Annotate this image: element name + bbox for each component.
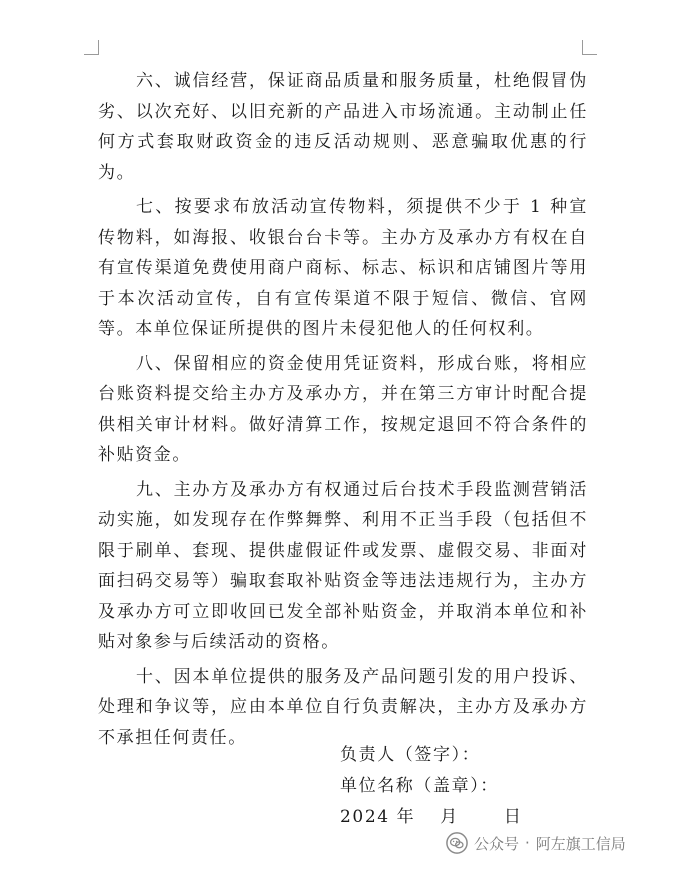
organization-name-label: 单位名称（盖章）： [340, 776, 499, 796]
signature-block [340, 740, 523, 833]
crop-mark-top-right [582, 40, 597, 55]
wechat-official-account-icon [446, 832, 468, 854]
watermark-platform: 公众号 [474, 834, 520, 853]
crop-mark-top-left [84, 40, 99, 55]
document-body [98, 66, 588, 757]
paragraph-clause-10: 十、因本单位提供的服务及产品问题引发的用户投诉、处理和争议等，应由本单位自行负责解决，主办方及承办方不承担任何责任。 [98, 666, 588, 748]
paragraph-clause-9: 九、主办方及承办方有权通过后台技术手段监测营销活动实施，如发现存在作弊舞弊、利用不正当手段（包括但不限于刷单、套现、提供虚假证件或发票、虚假交易、非面对面扫码交易等）骗取套取补贴资金等违法违规行为，主办方及承办方可立即收回已发全部补贴资金，并取消本单位和补贴对象参与后续活动的资格。 [98, 479, 588, 652]
responsible-person-label: 负责人（签字）： [340, 745, 481, 765]
date-month: 月 [440, 807, 459, 827]
watermark-separator: · [525, 834, 530, 852]
date-year: 2024 年 [340, 807, 416, 827]
account-watermark [446, 832, 626, 854]
date-line [340, 802, 523, 833]
paragraph-clause-7: 七、按要求布放活动宣传物料，须提供不少于 1 种宣传物料，如海报、收银台台卡等。主办方及承办方有权在自有宣传渠道免费使用商户商标、标志、标识和店铺图片等用于本次活动宣传，自有宣传渠道不限于短信、微信、官网等。本单位保证所提供的图片未侵犯他人的任何权利。 [98, 197, 588, 339]
paragraph-clause-6: 六、诚信经营，保证商品质量和服务质量，杜绝假冒伪劣、以次充好、以旧充新的产品进入市场流通。主动制止任何方式套取财政资金的违反活动规则、恶意骗取优惠的行为。 [98, 71, 588, 183]
watermark-account: 阿左旗工信局 [535, 834, 626, 853]
paragraph-clause-8: 八、保留相应的资金使用凭证资料，形成台账，将相应台账资料提交给主办方及承办方，并在第三方审计时配合提供相关审计材料。做好清算工作，按规定退回不符合条件的补贴资金。 [98, 353, 588, 465]
date-day: 日 [503, 807, 523, 827]
